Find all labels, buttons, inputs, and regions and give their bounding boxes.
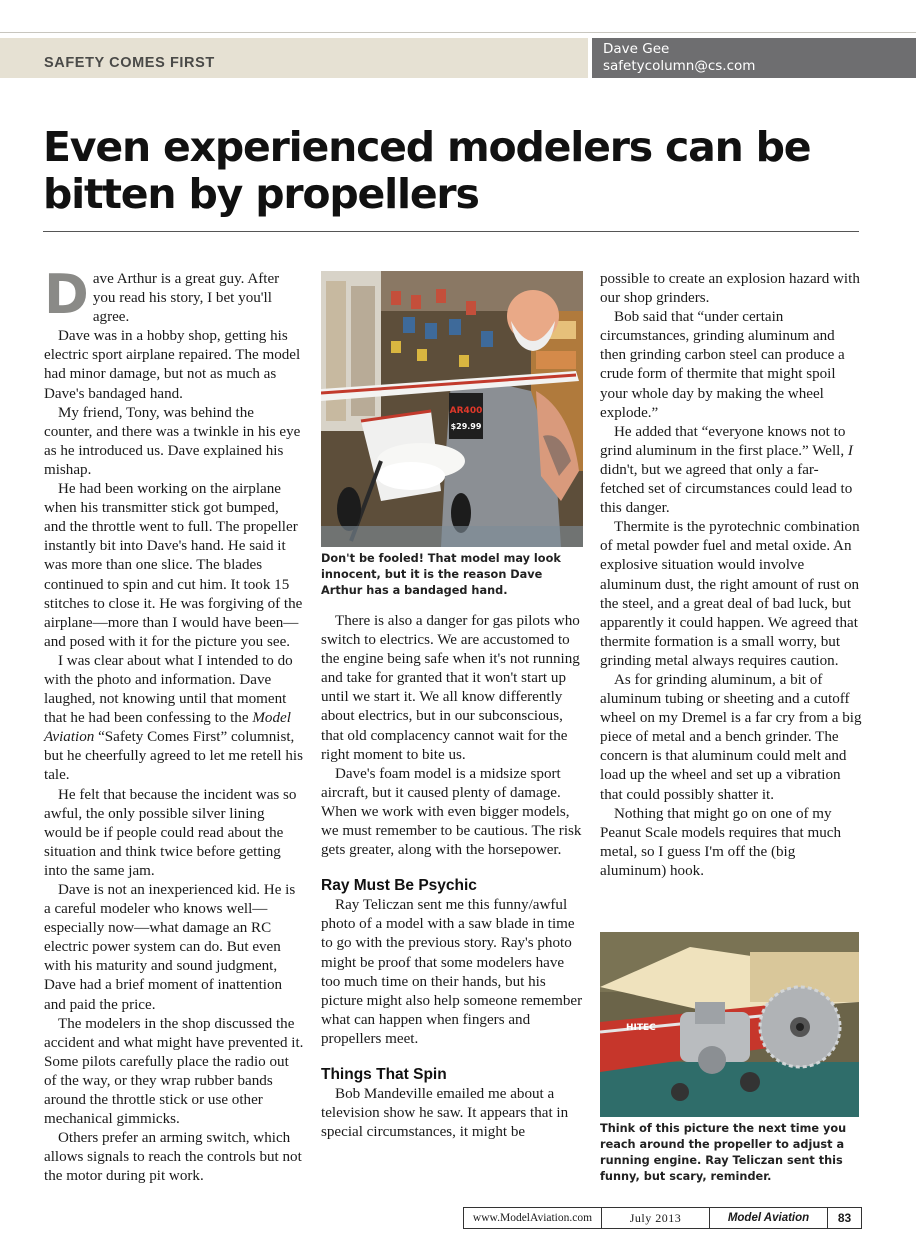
paragraph: Thermite is the pyrotechnic combination of metal powder fuel and metal oxide. An explosive situation would involve aluminum dust, the right amount of rust on the steel, and a great deal of bad luck, but apparently it could happen. We agreed that thermite formation is a small worry, but grinding metal always requires caution.: [600, 519, 860, 669]
hobby-shop-photo: [321, 271, 583, 547]
headline-rule: [43, 231, 859, 232]
saw-blade-photo: [600, 932, 859, 1117]
photo-caption: Think of this picture the next time you reach around the propeller to adjust a running engine. Ray Teliczan sent this funny, but scary, reminder.: [600, 1122, 847, 1183]
section-subhead: Ray Must Be Psychic: [321, 877, 477, 895]
author-email[interactable]: safetycolumn@cs.com: [603, 58, 756, 74]
paragraph: possible to create an explosion hazard with our shop grinders.: [600, 271, 860, 307]
footer-url[interactable]: www.ModelAviation.com: [464, 1208, 602, 1228]
author-box: [592, 38, 916, 78]
top-rule: [0, 32, 916, 33]
hobby-shop-illustration: [321, 271, 583, 547]
product-box-brand: AR400: [449, 406, 483, 416]
article-column-3: [600, 270, 862, 881]
paragraph: Dave Arthur is a great guy. After you read his story, I bet you'll agree.: [44, 263, 280, 326]
saw-blade-illustration: [600, 932, 859, 1117]
section-subhead: Things That Spin: [321, 1065, 447, 1083]
paragraph: Bob said that “under certain circumstances, grinding aluminum and then grinding carbon steel can produce a crude form of thermite that might spoil your whole day by making the wheel explode.”: [600, 309, 845, 421]
paragraph: Others prefer an arming switch, which allows signals to reach the controls but not the motor during pit work.: [44, 1130, 302, 1185]
paragraph: Bob Mandeville emailed me about a television show he saw. It appears that in special circumstances, it might be: [321, 1085, 569, 1141]
article-column-2: [321, 612, 583, 1142]
paragraph: Ray Teliczan sent me this funny/awful photo of a model with a saw blade in time to go with the previous story. Ray's photo might be proof that some modelers have too much time on their hands, but his picture might also help someone remember what can happen when fingers and propellers meet.: [321, 897, 583, 1047]
page-number: 83: [837, 1211, 852, 1225]
paragraph: I was clear about what I intended to do with the photo and information. Dave laughed, not knowing until that moment that he had been confessing to the Model Aviation “Safety Comes First” columnist, but he cheerfully agreed to let me retell his tale.: [44, 652, 304, 784]
footer-magazine-name: Model Aviation: [710, 1208, 828, 1228]
paragraph: The modelers in the shop discussed the accident and what might have prevented it. Some pilots carefully place the radio out of the way, or they wrap rubber bands around the throttle stick or use other mechanical gimmicks.: [44, 1015, 304, 1128]
headline: Even experienced modelers can be bitten by propellers: [43, 123, 811, 218]
page-footer: [463, 1207, 862, 1229]
author-name: Dave Gee: [603, 41, 670, 57]
article-column-1: [44, 263, 304, 1187]
paragraph: My friend, Tony, was behind the counter, and there was a twinkle in his eye as he introduced us. Dave explained his mishap.: [44, 404, 301, 478]
product-box-price: $29.99: [450, 422, 482, 431]
paragraph: He added that “everyone knows not to grind aluminum in the first place.” Well, I didn't, but we agreed that only a far-fetched set of circumstances could lead to this danger.: [600, 423, 853, 517]
paragraph: He felt that because the incident was so awful, the only possible silver lining would be if people could read about the situation and think twice before getting into the same jam.: [44, 786, 297, 879]
paragraph: He had been working on the airplane when his transmitter stick got bumped, and the throttle went to full. The propeller instantly bit into Dave's hand. He said it was more than one slice. The blades continued to spin and cut him. It took 15 stitches to close it. He was forgiving of the airplane—more than I would have been—and posed with it for the picture you see.: [44, 481, 303, 650]
paragraph: There is also a danger for gas pilots who switch to electrics. We are accustomed to the engine being safe when it's not running and take for granted that it won't start up until we start it. We all know differently about electrics, but in our subconscious, that old complacency cannot wait for the right moment to bite us.: [321, 613, 580, 763]
paragraph: Dave's foam model is a midsize sport aircraft, but it caused plenty of damage. When we work with even bigger models, we must remember to be cautious. The risk gets greater, along with the horsepower.: [321, 765, 582, 859]
paragraph: As for grinding aluminum, a bit of aluminum tubing or sheeting and a cutoff wheel on my Dremel is a far cry from a big piece of metal and a bench grinder. The concern is that aluminum could melt and load up the wheel and set up a vibration that could possibly shatter it.: [600, 671, 862, 803]
servo-brand-label: HITEC: [626, 1023, 656, 1033]
photo-caption: Don't be fooled! That model may look innocent, but it is the reason Dave Arthur has a bandaged hand.: [321, 552, 561, 597]
paragraph: Nothing that might go on one of my Peanut Scale models requires that much metal, so I guess I'm off the (big aluminum) hook.: [600, 805, 842, 879]
footer-issue-date: July 2013: [602, 1208, 710, 1228]
drop-cap: D: [44, 263, 89, 326]
paragraph: Dave was in a hobby shop, getting his electric sport airplane repaired. The model had minor damage, but not as much as Dave's bandaged hand.: [44, 328, 301, 402]
department-label: SAFETY COMES FIRST: [44, 55, 215, 71]
paragraph: Dave is not an inexperienced kid. He is a careful modeler who knows well—especially now—what damage an RC electric power system can do. But even with his maturity and sound judgment, Dave had a brief moment of inattention and paid the price.: [44, 882, 296, 1013]
